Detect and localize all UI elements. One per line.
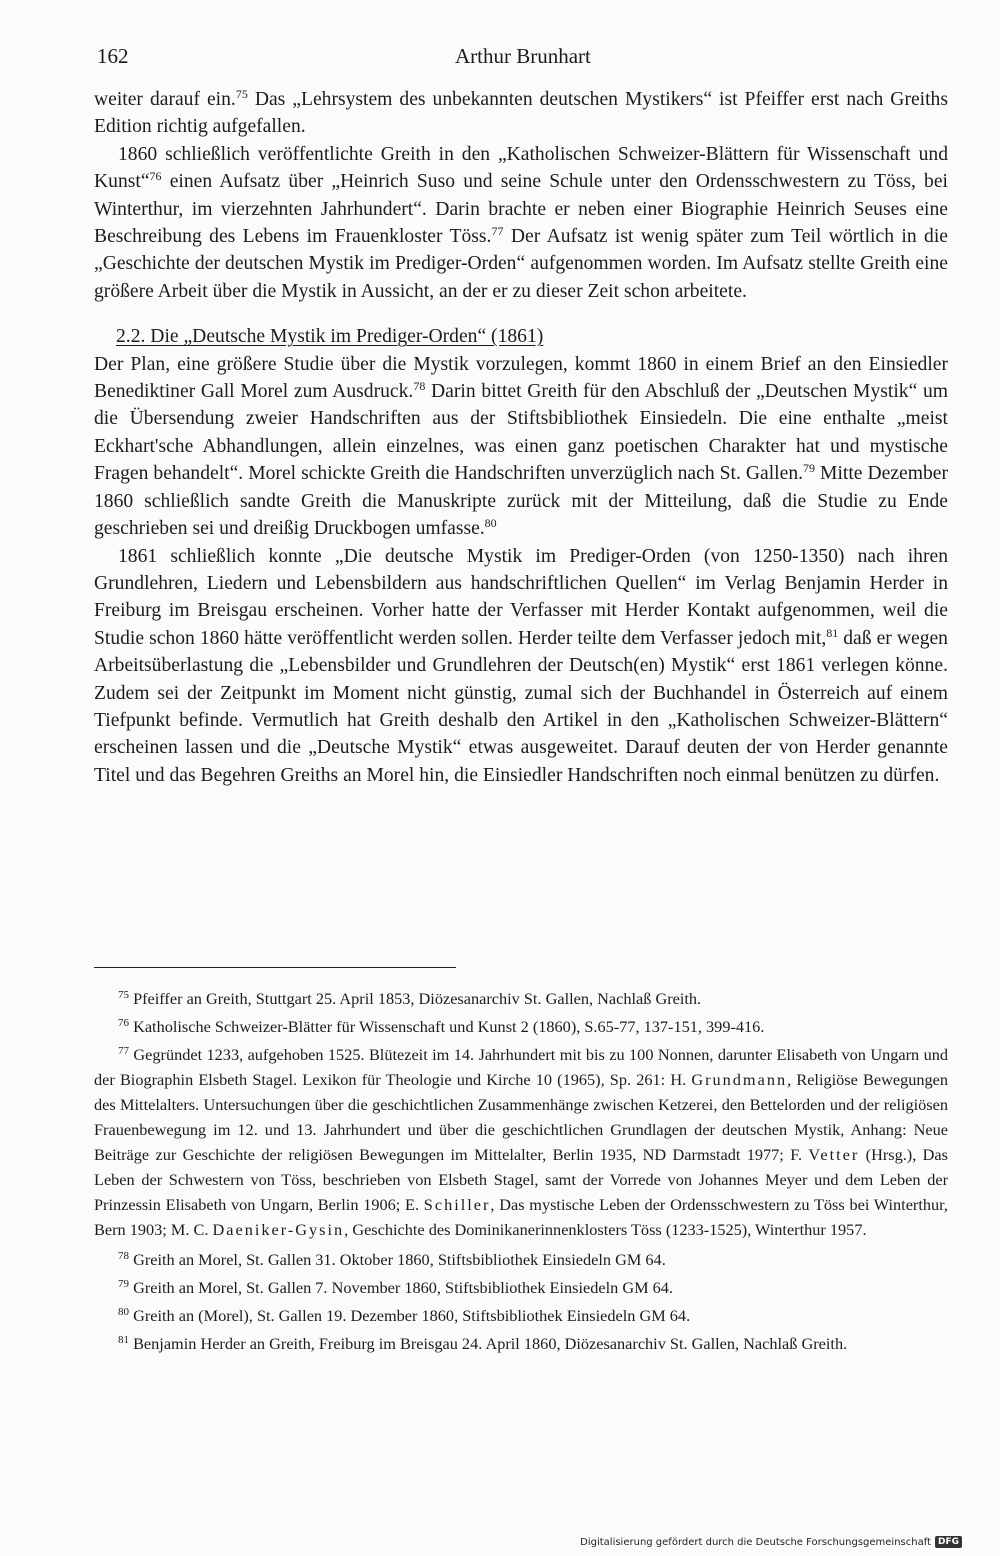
footnote-text: , Das mystische Leben der Ordensschwestern zu Töss bei Winterthur, Bern 1903; M. C. — [94, 1195, 948, 1239]
text-run: einen Aufsatz über „Heinrich Suso und seine Schule unter den Ordensschwestern zu Töss, bei Winterthur, im vierzehnten Jahrhundert“. Darin brachte er neben einer Biographie Heinrich Seuses eine Beschreibung des Lebens im Frauenkloster Töss. — [94, 171, 948, 248]
author-name: Grundmann — [691, 1070, 788, 1089]
section-heading: 2.2. Die „Deutsche Mystik im Prediger-Orden“ (1861) — [116, 326, 544, 348]
footnote-ref-78: 78 — [413, 379, 426, 394]
footnote-text: Greith an Morel, St. Gallen 31. Oktober 1860, Stiftsbibliothek Einsiedeln GM 64. — [129, 1250, 666, 1269]
footnote-number: 81 — [118, 1334, 129, 1346]
footnote-text: , Religiöse Bewegungen des Mittelalters. Untersuchungen über die geschichtlichen Zusammenhänge zwischen Ketzerei, den Bettelorden und der religiösen Frauenbewegung im 12. und 13. Jahrhundert und über die geschichtlichen Grundlagen der deutschen Mystik, Anhang: Neue Beiträge zur Geschichte der religiösen Bewegungen im Mittelalter, Berlin 1935, ND Darmstadt 1977; F. — [94, 1070, 948, 1164]
footnote-number: 78 — [118, 1250, 129, 1262]
footnote-78 — [94, 1247, 948, 1272]
footnote-number: 75 — [118, 989, 129, 1001]
footnote-76 — [94, 1014, 948, 1039]
footnote-ref-76: 76 — [149, 169, 162, 184]
text-run: Der Aufsatz ist wenig später zum Teil wörtlich in die „Geschichte der deutschen Mystik im Prediger-Orden“ aufgenommen worden. Im Aufsatz stellte Greith eine größere Arbeit über die Mystik in Aussicht, an der er zu dieser Zeit schon arbeitete. — [94, 226, 948, 302]
credit-text: Digitalisierung gefördert durch die Deutsche Forschungsgemeinschaft — [580, 1536, 931, 1548]
footnote-text: Greith an (Morel), St. Gallen 19. Dezember 1860, Stiftsbibliothek Einsiedeln GM 64. — [129, 1306, 691, 1325]
footnote-75 — [94, 986, 948, 1011]
footnote-number: 77 — [118, 1045, 129, 1057]
text-run: weiter darauf ein. — [94, 89, 236, 110]
footnote-ref-80: 80 — [484, 516, 497, 531]
author-name: Schiller — [423, 1195, 491, 1214]
footnote-rule — [94, 967, 456, 968]
footnote-number: 79 — [118, 1278, 129, 1290]
footnote-80 — [94, 1303, 948, 1328]
paragraph-1 — [94, 86, 948, 141]
running-title: Arthur Brunhart — [455, 44, 591, 68]
text-run: daß er wegen Arbeitsüberlastung die „Lebensbilder und Grundlehren der Deutsch(en) Mystik“ erst 1861 verlegen könne. Zudem sei der Zeitpunkt im Moment nicht günstig, zumal sich der Buchhandel in Österreich auf einem Tiefpunkt befinde. Vermutlich hat Greith deshalb den Artikel in den „Katholischen Schweizer-Blättern“ erscheinen lassen und die „Deutsche Mystik“ etwas ausgeweitet. Darauf deuten der von Herder genannte Titel und das Begehren Greiths an Morel hin, die Einsiedler Handschriften noch einmal benützen zu dürfen. — [94, 627, 948, 786]
footnote-text: (Hrsg.), Das Leben der Schwestern von Töss, beschrieben von Elsbeth Stagel, samt der Vorrede von Johannes Meyer und dem Leben der Prinzessin Elisabeth von Ungarn, Berlin 1906; E. — [94, 1145, 948, 1214]
text-run: 1860 schließlich veröffentlichte Greith in den „Katholischen Schweizer-Blättern für Wissenschaft und Kunst“ — [94, 143, 948, 193]
footnote-text: , Geschichte des Dominikanerinnenklosters Töss (1233-1525), Winterthur 1957. — [344, 1220, 867, 1239]
footnotes — [94, 986, 948, 1361]
running-head — [97, 44, 948, 76]
footnote-ref-81: 81 — [826, 625, 839, 640]
main-text — [94, 86, 948, 789]
footnote-text: Benjamin Herder an Greith, Freiburg im Breisgau 24. April 1860, Diözesanarchiv St. Gallen, Nachlaß Greith. — [129, 1334, 848, 1353]
footnote-79 — [94, 1275, 948, 1300]
text-run: Darin bittet Greith für den Abschluß der „Deutschen Mystik“ um die Übersendung zweier Handschriften aus der Stiftsbibliothek Einsiedeln. Die eine enthalte „meist Eckhart'sche Abhandlungen, allein einzelnes, was einen ganz poetischen Charakter hat und mystische Fragen behandelt“. Morel schickte Greith die Handschriften unverzüglich nach St. Gallen. — [94, 381, 948, 485]
footnote-81 — [94, 1331, 948, 1356]
paragraph-2 — [94, 141, 948, 305]
footnote-ref-77: 77 — [491, 224, 504, 239]
paragraph-4 — [94, 543, 948, 790]
author-name: Daeniker-Gysin — [212, 1220, 345, 1239]
text-run: Mitte Dezember 1860 schließlich sandte Greith die Manuskripte zurück mit der Mitteilung, daß die Studie zu Ende geschrieben sei und dreißig Druckbogen umfasse. — [94, 463, 948, 540]
footnote-text: Greith an Morel, St. Gallen 7. November 1860, Stiftsbibliothek Einsiedeln GM 64. — [129, 1278, 673, 1297]
paragraph-3 — [94, 351, 948, 543]
footnote-ref-79: 79 — [803, 461, 816, 476]
footnote-text: Katholische Schweizer-Blätter für Wissenschaft und Kunst 2 (1860), S.65-77, 137-151, 399-416. — [129, 1017, 765, 1036]
footnote-77 — [94, 1042, 948, 1242]
dfg-logo-icon: DFG — [935, 1536, 962, 1548]
footnote-ref-75: 75 — [235, 87, 248, 101]
digitization-credit — [580, 1536, 962, 1548]
page-number: 162 — [97, 44, 129, 68]
footnote-number: 80 — [118, 1306, 129, 1318]
footnote-text: Pfeiffer an Greith, Stuttgart 25. April 1853, Diözesanarchiv St. Gallen, Nachlaß Greith. — [129, 989, 702, 1008]
footnote-number: 76 — [118, 1017, 129, 1029]
footnote-text: Gegründet 1233, aufgehoben 1525. Blütezeit im 14. Jahrhundert mit bis zu 100 Nonnen, darunter Elisabeth von Ungarn und der Biographin Elsbeth Stagel. Lexikon für Theologie und Kirche 10 (1965), Sp. 261: H. — [94, 1045, 948, 1089]
text-run: Das „Lehrsystem des unbekannten deutschen Mystikers“ ist Pfeiffer erst nach Greiths Edition richtig aufgefallen. — [94, 89, 948, 138]
author-name: Vetter — [808, 1145, 860, 1164]
text-run: Der Plan, eine größere Studie über die Mystik vorzulegen, kommt 1860 in einem Brief an den Einsiedler Benediktiner Gall Morel zum Ausdruck. — [94, 353, 948, 403]
text-run: 1861 schließlich konnte „Die deutsche Mystik im Prediger-Orden (von 1250-1350) nach ihren Grundlehren, Liedern und Lebensbildern aus handschriftlichen Quellen“ im Verlag Benjamin Herder in Freiburg im Breisgau erscheinen. Vorher hatte der Verfasser mit Herder Kontakt aufgenommen, weil die Studie schon 1860 hätte veröffentlicht werden sollen. Herder teilte dem Verfasser jedoch mit, — [94, 545, 948, 649]
